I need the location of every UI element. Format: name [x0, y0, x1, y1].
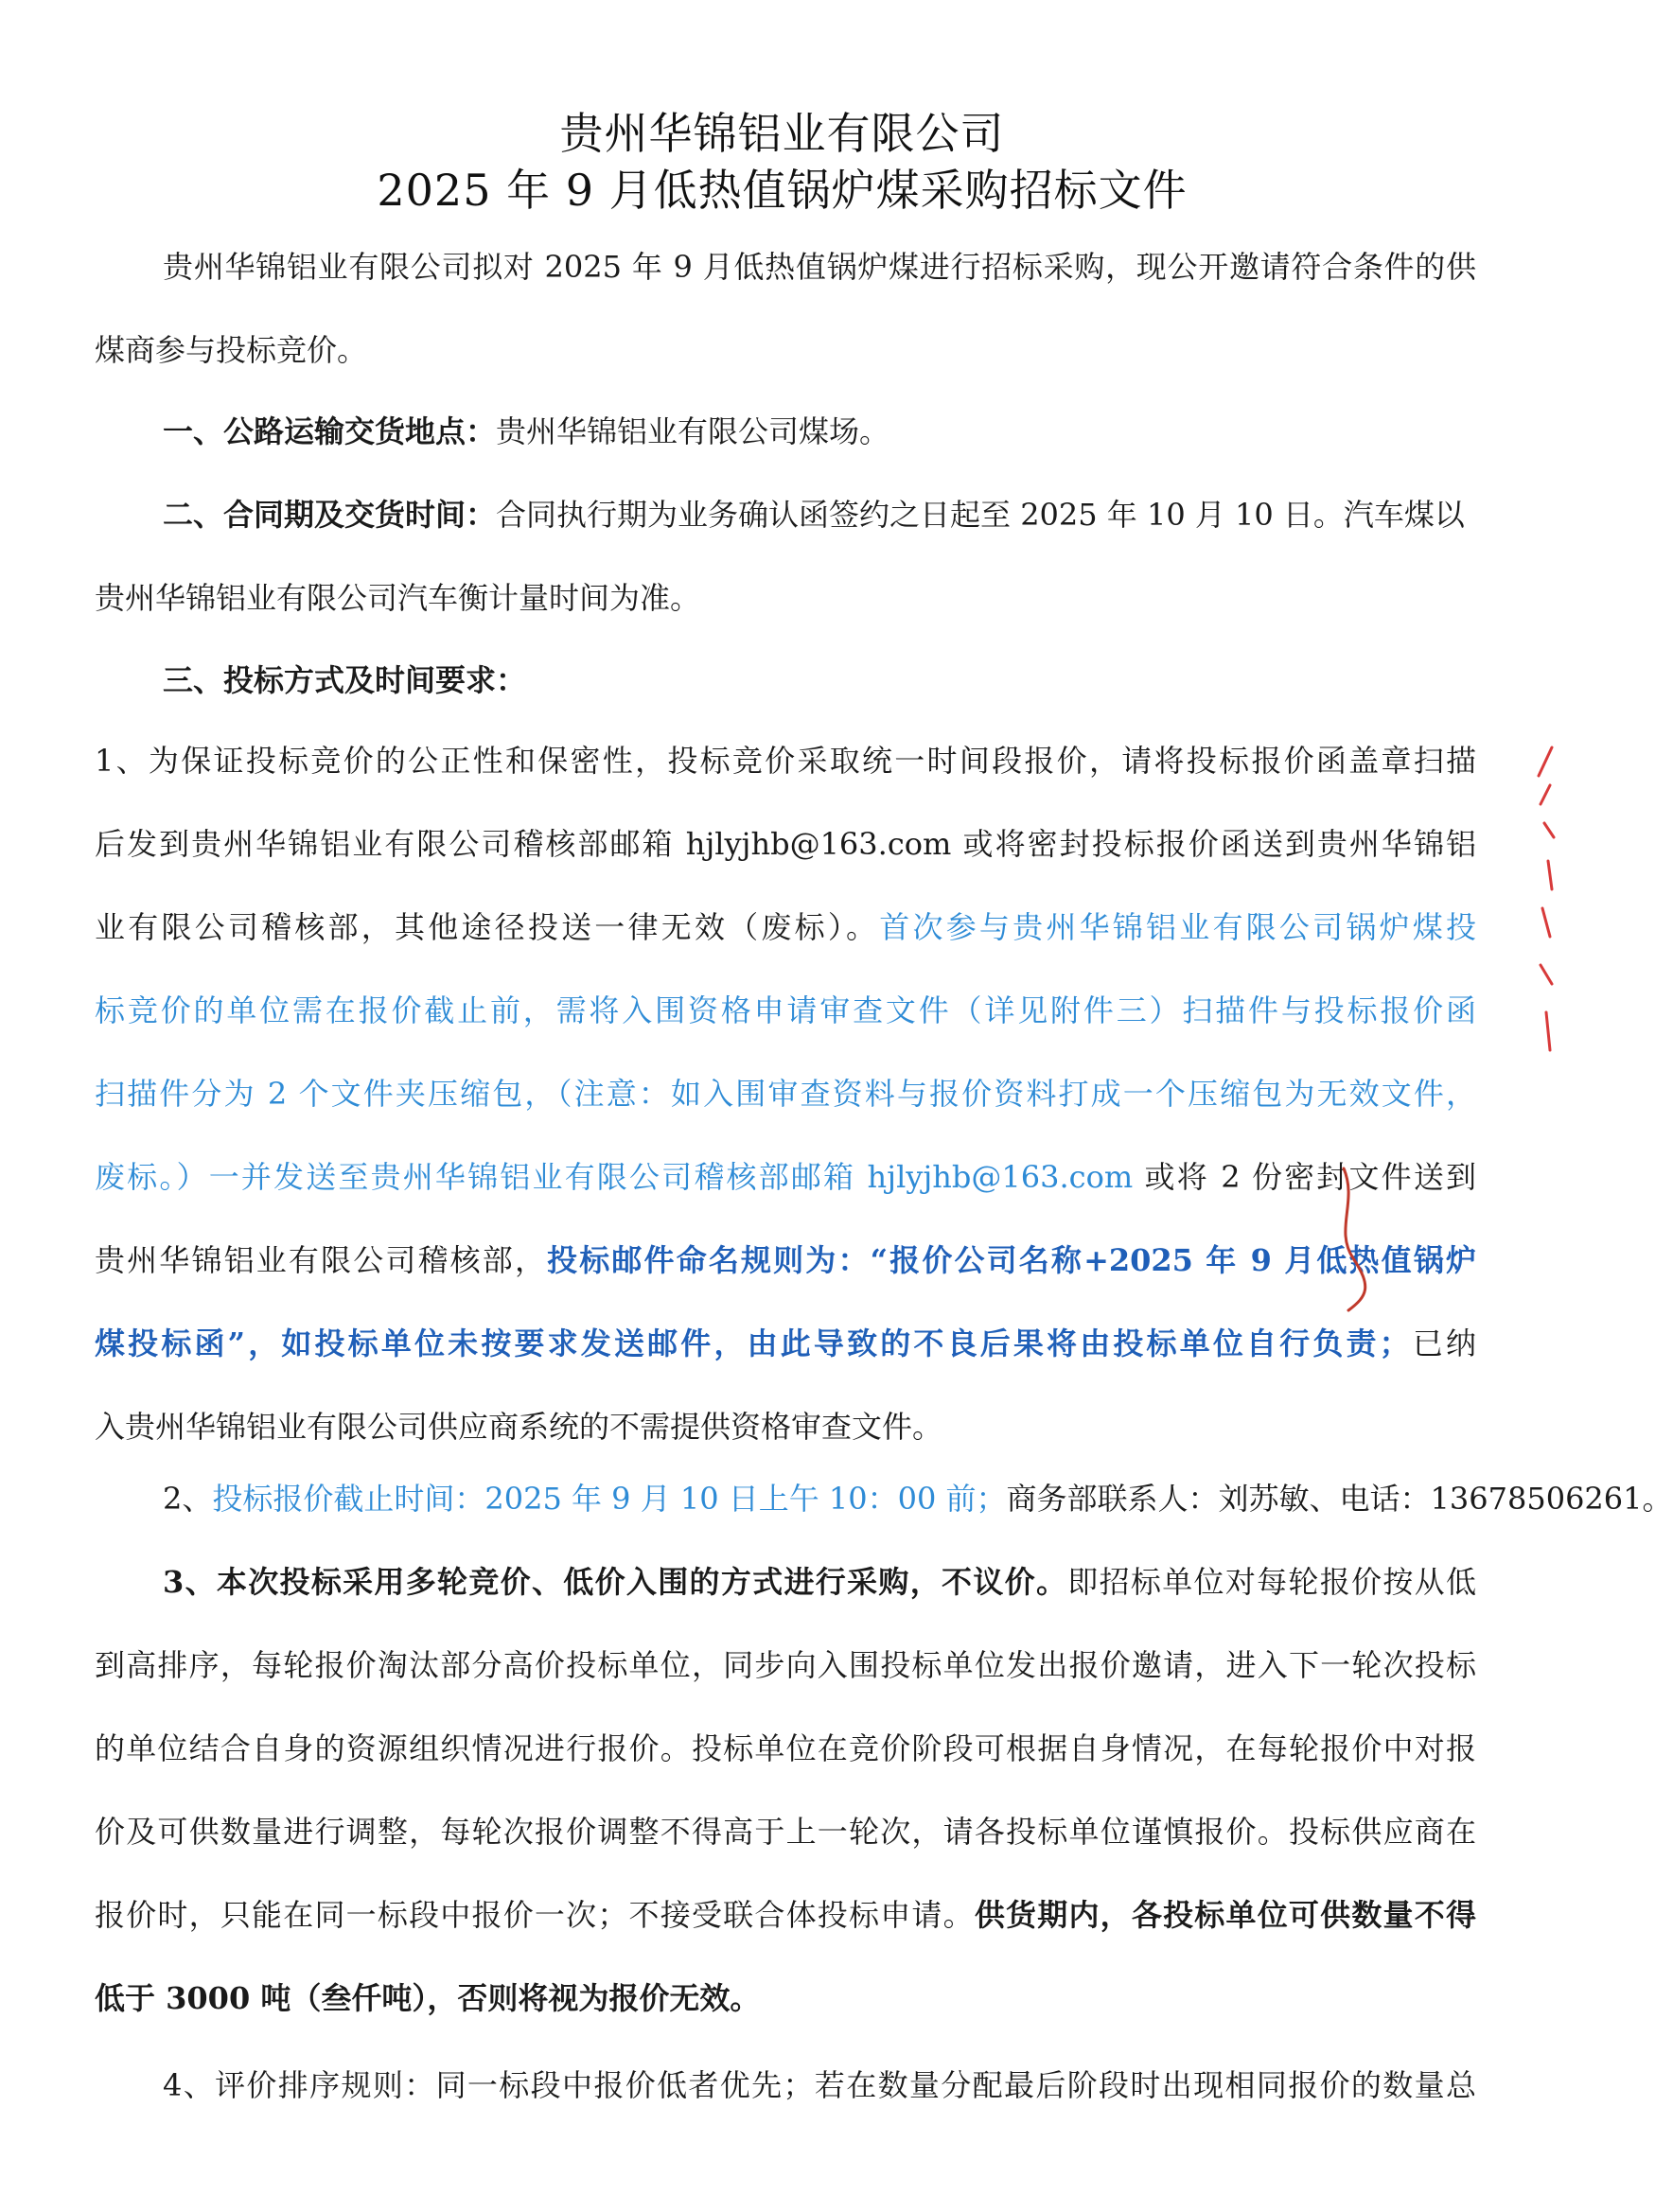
section-text: 贵州华锦铝业有限公司汽车衡计量时间为准。 — [95, 580, 701, 616]
paragraph-line: 标竞价的单位需在报价截止前，需将入围资格申请审查文件（详见附件三）扫描件与投标报价函 — [95, 992, 1476, 1028]
section-label: 二、合同期及交货时间： — [163, 497, 497, 533]
paragraph-line: 扫描件分为 2 个文件夹压缩包，（注意：如入围审查资料与报价资料打成一个压缩包为无效文件， — [95, 1076, 1476, 1112]
intro-line: 煤商参与投标竞价。 — [95, 332, 368, 368]
paragraph-line: 的单位结合自身的资源组织情况进行报价。投标单位在竞价阶段可根据自身情况，在每轮报价中对报 — [95, 1730, 1476, 1766]
paragraph-line: 入贵州华锦铝业有限公司供应商系统的不需提供资格审查文件。 — [95, 1409, 943, 1445]
document-title: 贵州华锦铝业有限公司 — [559, 108, 1005, 159]
highlight-segment: 投标报价截止时间：2025 年 9 月 10 日上午 10：00 前； — [212, 1481, 1007, 1517]
section-text: 贵州华锦铝业有限公司煤场。 — [496, 413, 890, 449]
paragraph-line: 1、为保证投标竞价的公正性和保密性，投标竞价采取统一时间段报价，请将投标报价函盖章扫描 — [95, 743, 1476, 779]
line-segment: 已纳 — [1409, 1325, 1476, 1361]
paragraph-line: 低于 3000 吨（叁仟吨），否则将视为报价无效。 — [95, 1980, 761, 2016]
highlight-segment: 煤投标函”，如投标单位未按要求发送邮件，由此导致的不良后果将由投标单位自行负责； — [95, 1325, 1410, 1361]
paragraph-line — [95, 1540, 1476, 1624]
paragraph-line — [95, 1457, 1673, 1540]
paragraph-1 — [95, 719, 1476, 1468]
intro-line: 贵州华锦铝业有限公司拟对 2025 年 9 月低热值锅炉煤进行招标采购，现公开邀请符合条件的供 — [163, 249, 1476, 285]
line-segment: 2、 — [163, 1481, 213, 1517]
section-text: 合同执行期为业务确认函签约之日起至 2025 年 10 月 10 日。汽车煤以 — [496, 497, 1465, 533]
section-delivery-location — [95, 390, 1476, 473]
paragraph-line — [95, 1219, 1476, 1302]
paragraph-3 — [95, 1540, 1476, 2040]
highlight-segment: 投标邮件命名规则为：“报价公司名称+2025 年 9 月低热值锅炉 — [547, 1242, 1476, 1278]
paragraph-line: 4、评价排序规则：同一标段中报价低者优先；若在数量分配最后阶段时出现相同报价的数量总 — [163, 2067, 1476, 2103]
section-contract-period — [95, 473, 1476, 640]
section-label: 一、公路运输交货地点： — [163, 413, 497, 449]
paragraph-line: 到高排序，每轮报价淘汰部分高价投标单位，同步向入围投标单位发出报价邀请，进入下一轮次投标 — [95, 1647, 1476, 1683]
line-segment: 或将 2 份密封文件送到 — [1144, 1159, 1476, 1195]
paragraph-4 — [95, 2044, 1476, 2127]
line-segment: 业有限公司稽核部，其他途径投送一律无效（废标）。 — [95, 909, 880, 945]
line-segment: 即招标单位对每轮报价按从低 — [1067, 1564, 1476, 1600]
highlight-segment: 废标。）一并发送至贵州华锦铝业有限公司稽核部邮箱 hjlyjhb@163.com — [95, 1159, 1134, 1195]
paragraph-line: 价及可供数量进行调整，每轮次报价调整不得高于上一轮次，请各投标单位谨慎报价。投标供应商在 — [95, 1814, 1476, 1850]
line-segment: 报价时，只能在同一标段中报价一次；不接受联合体投标申请。 — [95, 1897, 975, 1933]
bold-segment: 供货期内，各投标单位可供数量不得 — [974, 1897, 1476, 1933]
intro-paragraph — [95, 225, 1476, 392]
paragraph-line — [95, 1873, 1476, 1957]
document-subtitle: 2025 年 9 月低热值锅炉煤采购招标文件 — [377, 165, 1188, 216]
paragraph-line — [95, 1302, 1476, 1385]
paragraph-line — [95, 1135, 1476, 1219]
seal-fragment-icon — [1531, 747, 1558, 1060]
section-label: 三、投标方式及时间要求： — [163, 662, 527, 698]
paragraph-2 — [95, 1457, 1673, 1540]
bold-segment: 3、本次投标采用多轮竞价、低价入围的方式进行采购，不议价。 — [163, 1564, 1068, 1600]
line-segment: 商务部联系人：刘苏敏、电话：13678506261。 — [1006, 1481, 1673, 1517]
line-segment: 贵州华锦铝业有限公司稽核部， — [95, 1242, 548, 1278]
highlight-segment: 首次参与贵州华锦铝业有限公司锅炉煤投 — [879, 909, 1476, 945]
section-bidding-method — [95, 639, 1476, 722]
paragraph-line — [95, 886, 1476, 969]
paragraph-line: 后发到贵州华锦铝业有限公司稽核部邮箱 hjlyjhb@163.com 或将密封投标报价函送到贵州华锦铝 — [95, 826, 1476, 862]
signature-stroke-icon — [1325, 1164, 1382, 1315]
